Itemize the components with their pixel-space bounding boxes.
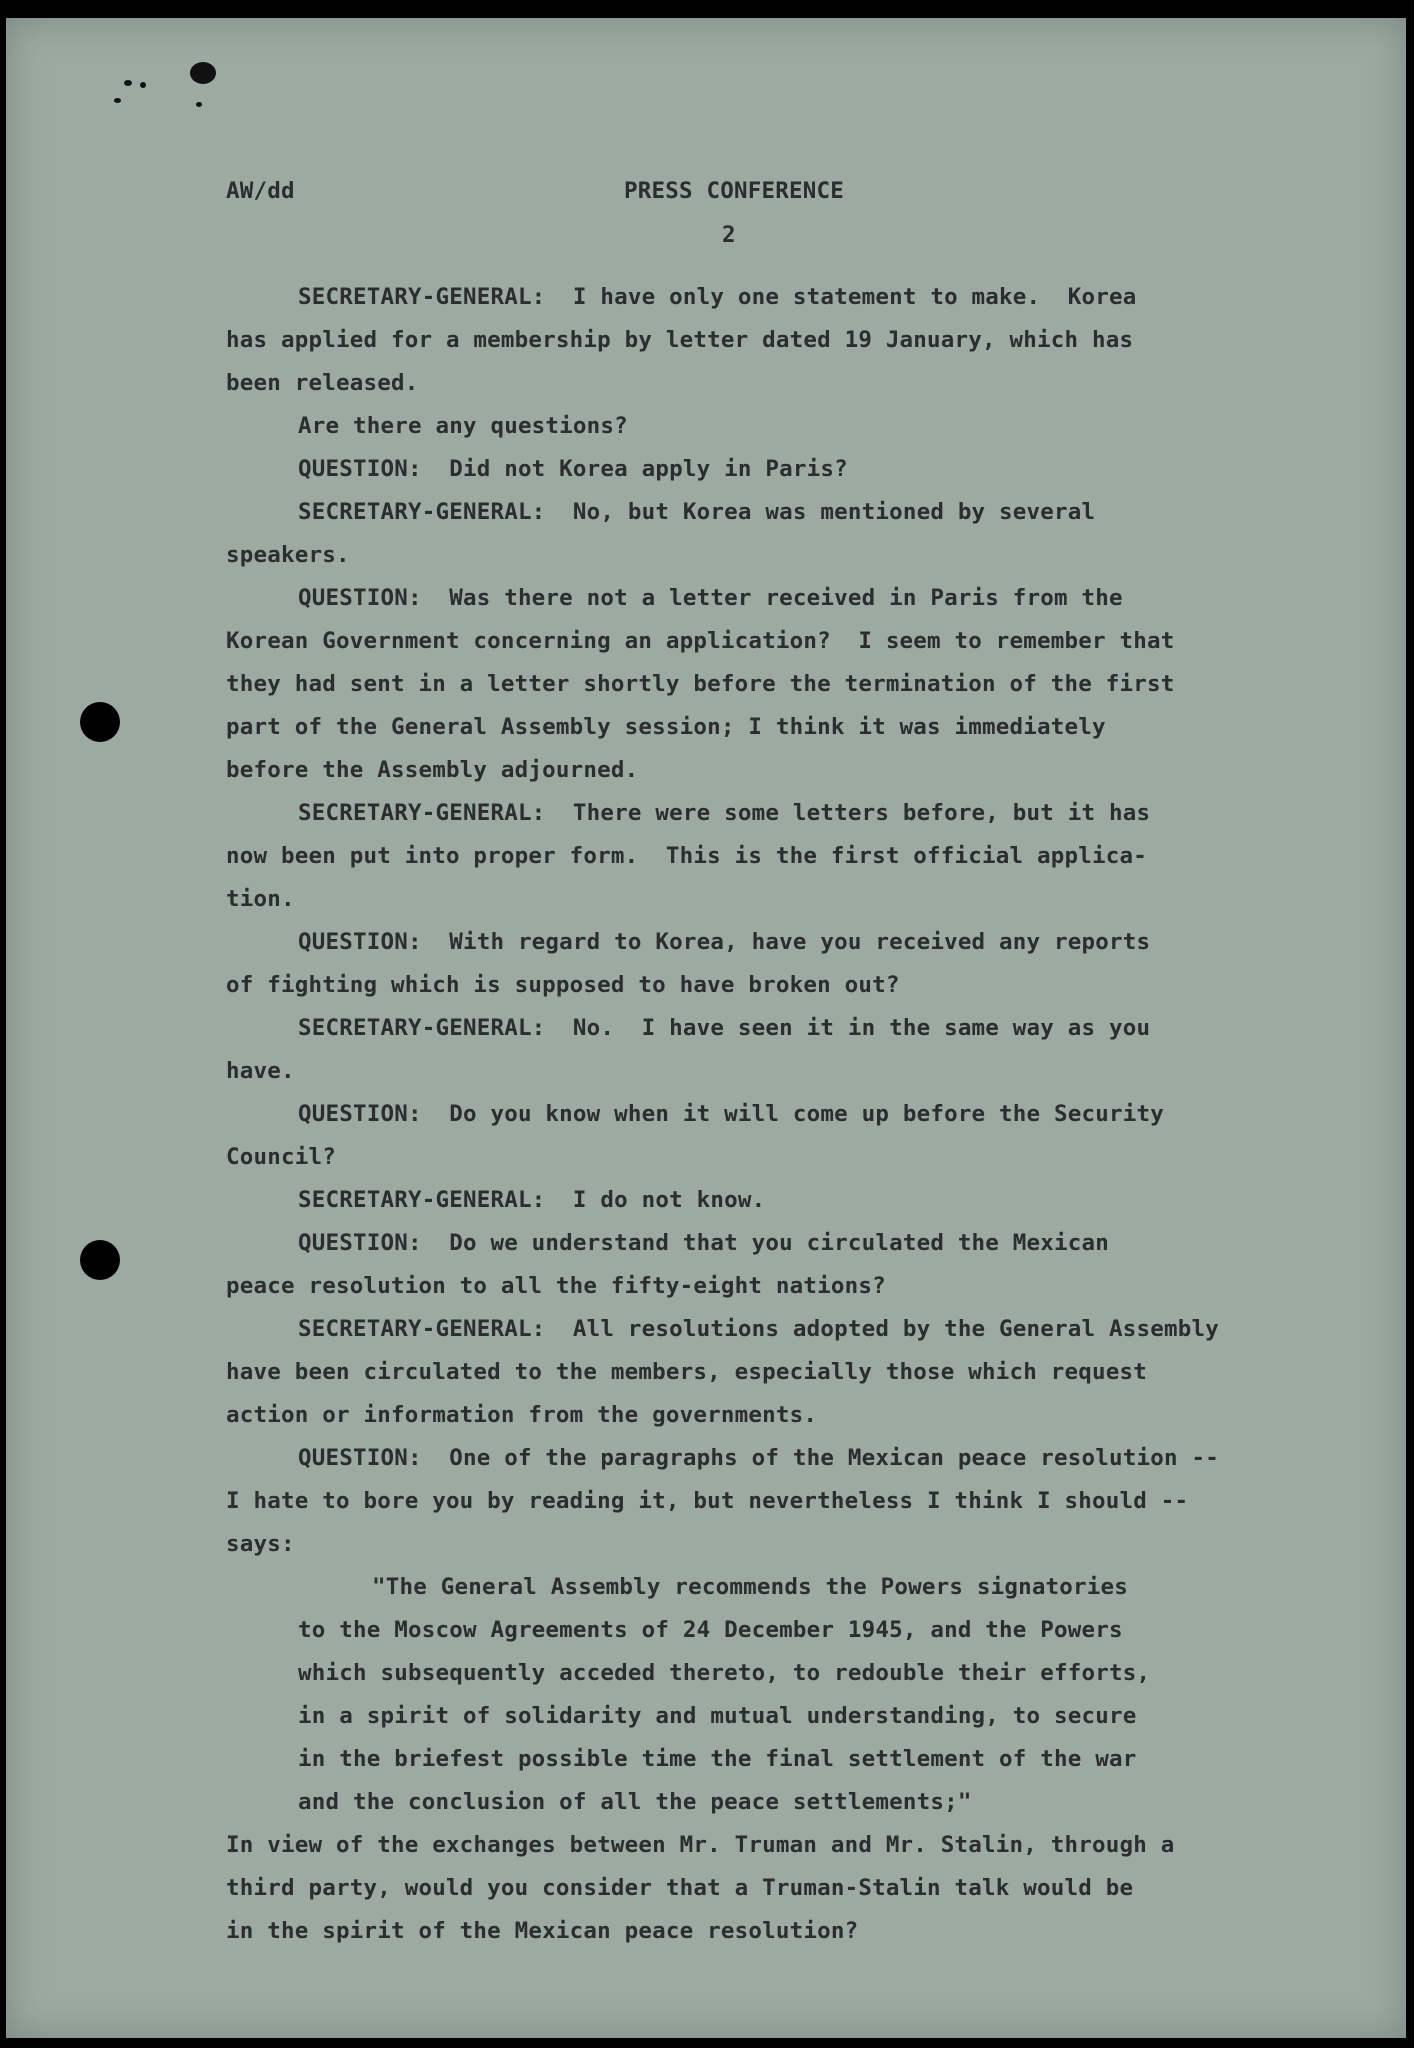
quoted-resolution-line: in a spirit of solidarity and mutual understanding, to secure (298, 1703, 1137, 1729)
text-line: been released. (226, 370, 419, 396)
punch-hole (80, 702, 120, 742)
text-line: SECRETARY-GENERAL: No. I have seen it in the same way as you (298, 1015, 1151, 1041)
scan-border-top (0, 0, 1414, 18)
text-line: QUESTION: Do we understand that you circulated the Mexican (298, 1230, 1110, 1256)
text-line: SECRETARY-GENERAL: There were some letters before, but it has (298, 800, 1151, 826)
page-number: 2 (722, 222, 736, 248)
punch-hole (80, 1240, 120, 1280)
text-line: SECRETARY-GENERAL: I have only one statement to make. Korea (298, 284, 1137, 310)
quoted-resolution-line: in the briefest possible time the final settlement of the war (298, 1746, 1137, 1772)
text-line: before the Assembly adjourned. (226, 757, 639, 783)
scan-speck (114, 98, 121, 103)
quoted-resolution-line: and the conclusion of all the peace settlements;" (298, 1789, 972, 1815)
scan-speck (124, 80, 132, 86)
scan-speck (140, 82, 146, 88)
text-line: have. (226, 1058, 295, 1084)
text-line: speakers. (226, 542, 350, 568)
text-line: they had sent in a letter shortly before the termination of the first (226, 671, 1175, 697)
text-line: Are there any questions? (298, 413, 628, 439)
text-line: action or information from the governments. (226, 1402, 818, 1428)
text-line: third party, would you consider that a Truman-Stalin talk would be (226, 1875, 1134, 1901)
text-line: in the spirit of the Mexican peace resolution? (226, 1918, 859, 1944)
text-line: part of the General Assembly session; I think it was immediately (226, 714, 1106, 740)
text-line: of fighting which is supposed to have broken out? (226, 972, 900, 998)
text-line: QUESTION: Did not Korea apply in Paris? (298, 456, 848, 482)
text-line: SECRETARY-GENERAL: I do not know. (298, 1187, 766, 1213)
text-line: QUESTION: Was there not a letter received in Paris from the (298, 585, 1123, 611)
reference-initials: AW/dd (226, 178, 295, 204)
text-line: QUESTION: Do you know when it will come up before the Security (298, 1101, 1165, 1127)
text-line: tion. (226, 886, 295, 912)
quoted-resolution-line: to the Moscow Agreements of 24 December 1945, and the Powers (298, 1617, 1123, 1643)
text-line: says: (226, 1531, 295, 1557)
text-line: QUESTION: One of the paragraphs of the Mexican peace resolution -- (298, 1445, 1219, 1471)
text-line: In view of the exchanges between Mr. Truman and Mr. Stalin, through a (226, 1832, 1175, 1858)
quoted-resolution-line: which subsequently acceded thereto, to redouble their efforts, (298, 1660, 1151, 1686)
text-line: Korean Government concerning an application? I seem to remember that (226, 628, 1175, 654)
text-line: peace resolution to all the fifty-eight nations? (226, 1273, 886, 1299)
quoted-resolution-line: "The General Assembly recommends the Powers signatories (372, 1574, 1129, 1600)
text-line: SECRETARY-GENERAL: All resolutions adopted by the General Assembly (298, 1316, 1219, 1342)
text-line: has applied for a membership by letter dated 19 January, which has (226, 327, 1134, 353)
text-line: Council? (226, 1144, 336, 1170)
text-line: have been circulated to the members, especially those which request (226, 1359, 1147, 1385)
page-title: PRESS CONFERENCE (624, 178, 844, 204)
text-line: QUESTION: With regard to Korea, have you received any reports (298, 929, 1151, 955)
text-line: now been put into proper form. This is the first official applica- (226, 843, 1147, 869)
text-line: SECRETARY-GENERAL: No, but Korea was mentioned by several (298, 499, 1096, 525)
scan-speck (190, 62, 216, 84)
scan-speck (196, 102, 202, 107)
text-line: I hate to bore you by reading it, but nevertheless I think I should -- (226, 1488, 1189, 1514)
